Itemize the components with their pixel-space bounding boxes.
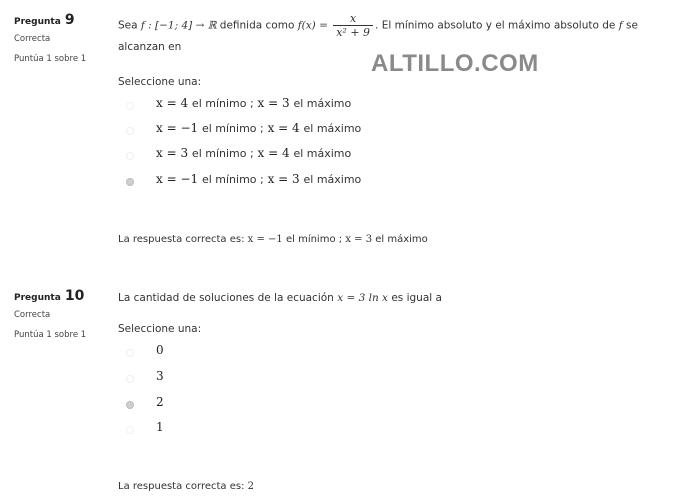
fraction-numerator: x	[333, 12, 373, 26]
radio-button[interactable]	[126, 152, 134, 160]
option-min-value: x = −1	[156, 121, 199, 135]
option-max-label: el máximo	[303, 122, 362, 135]
question-text-line2: alcanzan en	[118, 41, 182, 53]
select-prompt: Seleccione una:	[118, 76, 202, 88]
option-min-value: x = 4	[156, 96, 189, 110]
question-text	[118, 12, 678, 39]
option-min-label: el mínimo ;	[191, 97, 254, 110]
option-max-value: x = 4	[257, 146, 290, 160]
answer-option[interactable]	[118, 146, 518, 166]
answer-option[interactable]	[118, 343, 518, 363]
answer-option-selected[interactable]	[118, 172, 518, 192]
answer-option[interactable]	[118, 96, 518, 116]
text-se: se	[625, 19, 638, 32]
select-prompt: Seleccione una:	[118, 323, 202, 335]
text-defined-as: definida como	[219, 19, 295, 32]
option-min-label: el mínimo ;	[201, 122, 264, 135]
option-min-label: el mínimo ;	[201, 173, 264, 186]
option-text[interactable]: 3	[156, 369, 164, 383]
answer-option-selected[interactable]	[118, 395, 518, 415]
question-number-value: 9	[64, 12, 75, 28]
option-max-value: x = 3	[267, 172, 300, 186]
question-info	[14, 12, 104, 64]
question-number-value: 10	[64, 288, 85, 304]
option-text[interactable]: 1	[156, 420, 164, 434]
option-text[interactable]	[156, 172, 361, 186]
text-after: es igual a	[391, 292, 442, 304]
option-max-label: el máximo	[303, 173, 362, 186]
feedback-prefix: La respuesta correcta es:	[118, 481, 245, 492]
option-max-label: el máximo	[293, 147, 352, 160]
answer-option[interactable]	[118, 121, 518, 141]
question-text	[118, 286, 678, 310]
option-text[interactable]: 0	[156, 343, 164, 357]
option-min-value: x = −1	[156, 172, 199, 186]
fraction-denominator: x² + 9	[336, 26, 371, 39]
feedback-max-label: el máximo	[375, 234, 428, 245]
option-text[interactable]	[156, 96, 351, 110]
question-content	[118, 288, 678, 492]
feedback-prefix: La respuesta correcta es:	[118, 234, 245, 245]
option-text[interactable]	[156, 121, 361, 135]
text-before: La cantidad de soluciones de la ecuación	[118, 292, 334, 304]
answer-option[interactable]	[118, 420, 518, 440]
option-min-value: x = 3	[156, 146, 189, 160]
option-max-value: x = 4	[267, 121, 300, 135]
question-label: Pregunta	[14, 17, 61, 27]
feedback-value: 2	[247, 481, 255, 492]
option-max-label: el máximo	[293, 97, 352, 110]
correct-answer-feedback	[118, 234, 428, 245]
question-grade: Puntúa 1 sobre 1	[14, 54, 87, 64]
question-number	[14, 288, 104, 304]
text-after: . El mínimo absoluto y el máximo absoluto de	[375, 19, 616, 32]
watermark-text: ALTILLO.COM	[371, 50, 539, 77]
question-9	[0, 12, 700, 262]
correct-answer-feedback	[118, 481, 254, 492]
equation: x = 3 ln x	[337, 292, 388, 304]
answer-option[interactable]	[118, 369, 518, 389]
question-grade: Puntúa 1 sobre 1	[14, 330, 87, 340]
fraction	[333, 12, 373, 39]
radio-button-checked[interactable]	[126, 401, 134, 409]
feedback-max-value: x = 3	[345, 234, 373, 245]
radio-button[interactable]	[126, 426, 134, 434]
question-state: Correcta	[14, 34, 51, 44]
question-label: Pregunta	[14, 293, 61, 303]
question-10	[0, 288, 700, 498]
option-min-label: el mínimo ;	[191, 147, 254, 160]
radio-button[interactable]	[126, 127, 134, 135]
option-text[interactable]: 2	[156, 395, 164, 409]
radio-button[interactable]	[126, 102, 134, 110]
question-info	[14, 288, 104, 340]
function-lhs: f(x) =	[297, 19, 328, 32]
option-max-value: x = 3	[257, 96, 290, 110]
radio-button-checked[interactable]	[126, 178, 134, 186]
radio-button[interactable]	[126, 349, 134, 357]
feedback-min-value: x = −1	[247, 234, 283, 245]
option-text[interactable]	[156, 146, 351, 160]
question-state: Correcta	[14, 310, 51, 320]
feedback-min-label: el mínimo ;	[285, 234, 343, 245]
text-f: f	[618, 19, 623, 32]
function-domain: f : [−1; 4] → ℝ	[140, 19, 217, 32]
question-number	[14, 12, 104, 28]
radio-button[interactable]	[126, 375, 134, 383]
text-sea: Sea	[118, 19, 138, 32]
